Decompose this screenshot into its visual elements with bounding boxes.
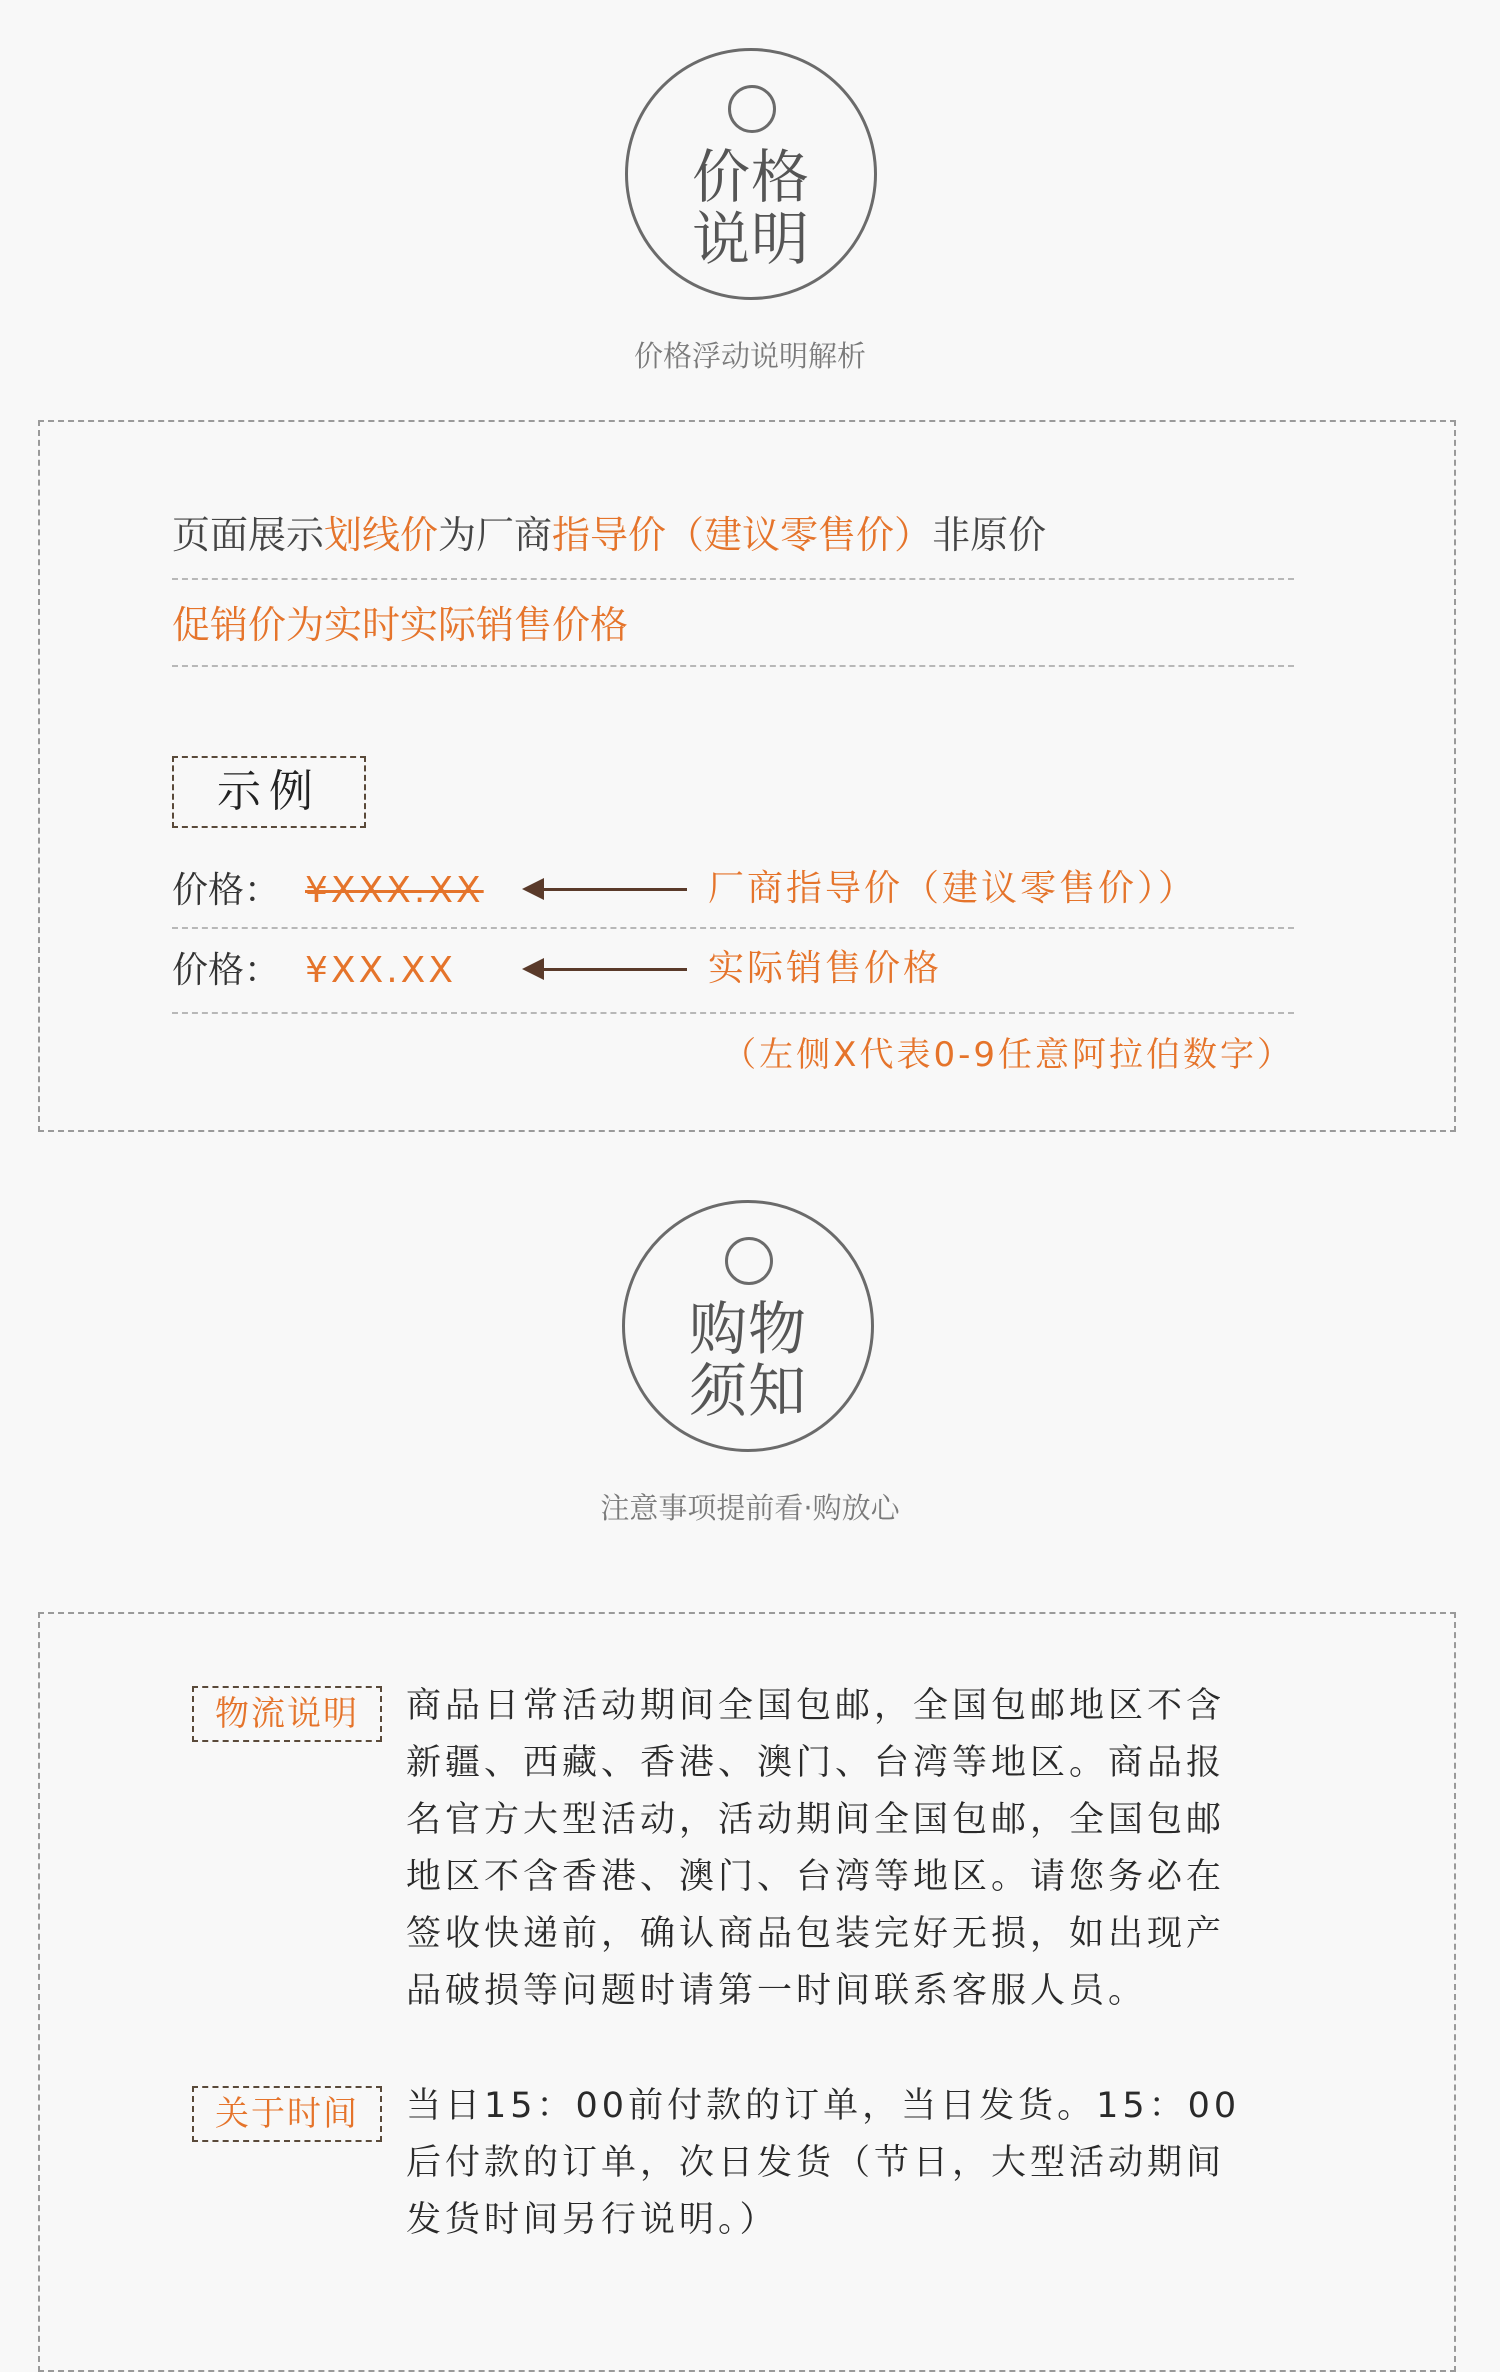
price-label: 价格： (172, 950, 281, 991)
shipping-time-description (406, 2078, 1306, 2249)
shopping-notice-badge (622, 1200, 874, 1452)
left-arrow-icon (522, 957, 687, 981)
guide-price-description: 厂商指导价（建议零售价）） (708, 868, 1198, 909)
text-line: 新疆、西藏、香港、澳门、台湾等地区。商品报 (406, 1743, 1226, 1783)
tag-hole-icon (728, 85, 776, 133)
badge-title-line1: 购物 (688, 1295, 807, 1363)
tag-hole-icon (725, 1237, 773, 1285)
promo-price-line: 促销价为实时实际销售价格 (172, 603, 629, 647)
shipping-time-tag: 关于时间 (192, 2086, 382, 2142)
text-line: 地区不含香港、澳门、台湾等地区。请您务必在 (406, 1857, 1226, 1897)
logistics-description (406, 1678, 1306, 2020)
text-line: 商品日常活动期间全国包邮，全国包邮地区不含 (406, 1686, 1226, 1726)
text-line: 签收快递前，确认商品包装完好无损，如出现产 (406, 1914, 1226, 1954)
text-segment: 非原价 (932, 513, 1047, 557)
text-line: 发货时间另行说明。） (406, 2200, 779, 2240)
actual-price-value: ¥XX.XX (305, 950, 456, 991)
guide-price-term: 指导价（建议零售价） (552, 513, 933, 557)
price-label: 价格： (172, 870, 281, 911)
text-line: 品破损等问题时请第一时间联系客服人员。 (406, 1971, 1148, 2011)
text-line: 名官方大型活动，活动期间全国包邮，全国包邮 (406, 1800, 1226, 1840)
text-line: 后付款的订单，次日发货（节日，大型活动期间 (406, 2143, 1226, 2183)
divider (172, 1012, 1294, 1014)
text-line: 当日15：00前付款的订单，当日发货。15：00 (406, 2086, 1241, 2126)
badge-title-line1: 价格 (691, 143, 810, 211)
logistics-tag: 物流说明 (192, 1686, 382, 1742)
example-label: 示例 (172, 756, 366, 828)
text-segment: 页面展示 (172, 513, 325, 557)
price-note: （左侧X代表0-9任意阿拉伯数字） (722, 1035, 1294, 1075)
actual-price-description: 实际销售价格 (708, 948, 943, 989)
divider (172, 578, 1294, 580)
divider (172, 927, 1294, 929)
price-section-subtitle: 价格浮动说明解析 (633, 339, 866, 373)
price-explanation-badge (625, 48, 877, 300)
crossed-price-term: 划线价 (324, 513, 439, 557)
badge-title-line2: 说明 (691, 205, 810, 273)
left-arrow-icon (522, 877, 687, 901)
badge-title-line2: 须知 (688, 1357, 807, 1425)
notice-section-subtitle: 注意事项提前看·购放心 (600, 1491, 900, 1525)
divider (172, 665, 1294, 667)
text-segment: 为厂商 (438, 513, 553, 557)
crossed-price-value: ¥XXX.XX (305, 870, 484, 911)
price-definition-line (172, 510, 1046, 560)
